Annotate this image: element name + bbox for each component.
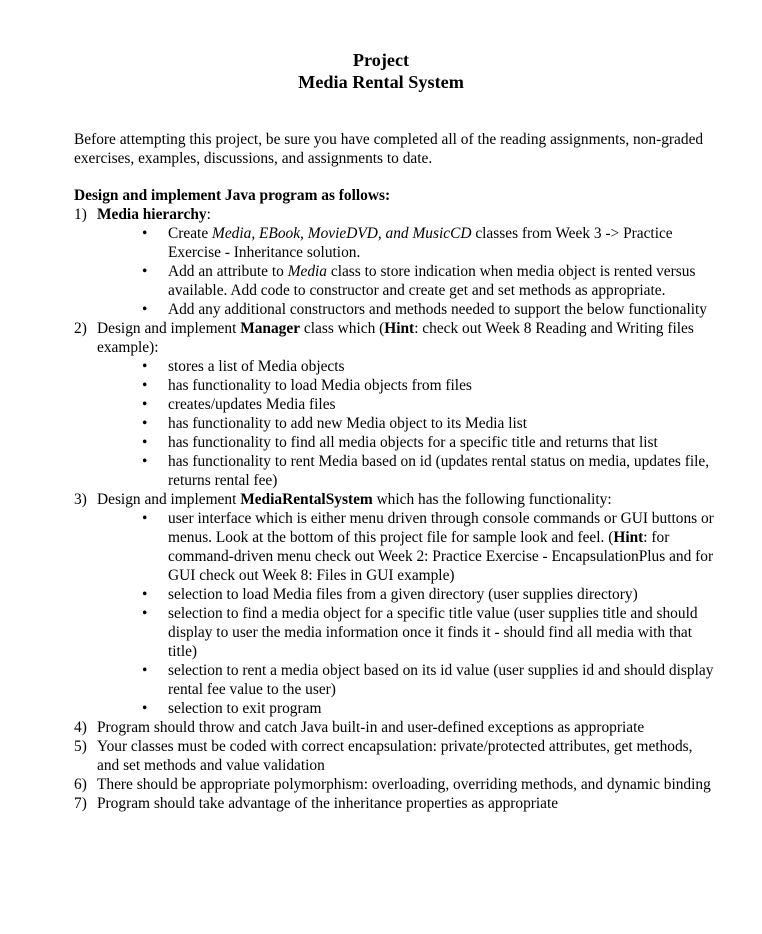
subtask-list	[97, 509, 714, 718]
subtask-item	[97, 452, 714, 490]
subtask-text: has functionality to load Media objects from files	[168, 377, 472, 394]
subtask-item	[97, 224, 714, 262]
page-title	[0, 49, 762, 93]
task-item-2	[74, 319, 714, 490]
subtask-item	[97, 433, 714, 452]
subtask-text: selection to find a media object for a specific title value (user supplies title and should display to user the media information once it finds it - should find all media with that title)	[168, 605, 698, 660]
subtask-text: user interface which is either menu driven through console commands or GUI buttons or menus. Look at the bottom of this project file for sample look and feel. (	[168, 510, 714, 546]
task-text: which has the following functionality:	[372, 491, 612, 508]
section-heading: Design and implement Java program as follows:	[74, 187, 391, 204]
bullet-icon: •	[142, 605, 148, 622]
subtask-text: Add any additional constructors and methods needed to support the below functionality	[168, 301, 707, 318]
subtask-text: classes from Week 3 -> Practice Exercise - Inheritance solution.	[168, 225, 673, 261]
task-text: Design and implement	[97, 491, 241, 508]
task-number: 1)	[74, 206, 87, 223]
subtask-text: has functionality to rent Media based on id (updates rental status on media, updates file, returns rental fee)	[168, 453, 710, 489]
task-item-1	[74, 205, 714, 319]
bullet-icon: •	[142, 453, 148, 470]
subtask-item	[97, 357, 714, 376]
hint-label: Hint	[384, 320, 415, 337]
bullet-icon: •	[142, 586, 148, 603]
subtask-item	[97, 376, 714, 395]
bullet-icon: •	[142, 263, 148, 280]
task-text: Your classes must be coded with correct encapsulation: private/protected attributes, get methods, and set methods and value validation	[97, 738, 693, 774]
bullet-icon: •	[142, 510, 148, 527]
title-line-system: Media Rental System	[298, 72, 464, 92]
subtask-item	[97, 585, 714, 604]
subtask-text: stores a list of Media objects	[168, 358, 345, 375]
subtask-text: Add an attribute to	[168, 263, 288, 280]
task-number: 3)	[74, 491, 87, 508]
bullet-icon: •	[142, 396, 148, 413]
subtask-text: selection to rent a media object based on its id value (user supplies id and should display rental fee value to the user)	[168, 662, 714, 698]
task-item-7	[74, 794, 714, 813]
task-list	[74, 205, 714, 813]
task-item-4	[74, 718, 714, 737]
subtask-text: creates/updates Media files	[168, 396, 336, 413]
intro-paragraph: Before attempting this project, be sure you have completed all of the reading assignments, non-graded exercises, examples, discussions, and assignments to date.	[74, 131, 704, 167]
bullet-icon: •	[142, 662, 148, 679]
subtask-item	[97, 604, 714, 661]
subtask-list	[97, 224, 714, 319]
subtask-text: : for command-driven menu check out Week 2: Practice Exercise - EncapsulationPlus and for GUI check out Week 8: Files in GUI example)	[168, 529, 714, 584]
task-item-5	[74, 737, 714, 775]
bullet-icon: •	[142, 415, 148, 432]
task-bold-text: Media hierarchy	[97, 206, 207, 223]
task-number: 2)	[74, 320, 87, 337]
subtask-text: has functionality to add new Media object to its Media list	[168, 415, 528, 432]
task-item-6	[74, 775, 714, 794]
subtask-item	[97, 300, 714, 319]
subtask-text: class to store indication when media object is rented versus available. Add code to constructor and create get and set methods as appropriate.	[168, 263, 696, 299]
subtask-item	[97, 509, 714, 585]
bullet-icon: •	[142, 225, 148, 242]
subtask-item	[97, 414, 714, 433]
bullet-icon: •	[142, 377, 148, 394]
hint-label: Hint	[613, 529, 644, 546]
subtask-list	[97, 357, 714, 490]
subtask-italic-text: Media, EBook, MovieDVD, and MusicCD	[212, 225, 472, 242]
task-bold-text: Manager	[240, 320, 301, 337]
task-text: :	[206, 206, 211, 223]
title-line-project: Project	[352, 50, 410, 70]
subtask-item	[97, 699, 714, 718]
task-number: 5)	[74, 738, 87, 755]
subtask-item	[97, 661, 714, 699]
subtask-item	[97, 262, 714, 300]
task-text: : check out Week 8 Reading and Writing files example):	[97, 320, 694, 356]
subtask-item	[97, 395, 714, 414]
subtask-text: Create	[168, 225, 213, 242]
task-text: Design and implement	[97, 320, 241, 337]
task-text: class which (	[300, 320, 385, 337]
subtask-text: has functionality to find all media objects for a specific title and returns that list	[168, 434, 658, 451]
bullet-icon: •	[142, 700, 148, 717]
task-text: Program should throw and catch Java built-in and user-defined exceptions as appropriate	[97, 719, 645, 736]
task-number: 6)	[74, 776, 87, 793]
bullet-icon: •	[142, 358, 148, 375]
task-text: There should be appropriate polymorphism: overloading, overriding methods, and dynamic binding	[97, 776, 711, 793]
task-number: 7)	[74, 795, 87, 812]
bullet-icon: •	[142, 434, 148, 451]
subtask-text: selection to load Media files from a given directory (user supplies directory)	[168, 586, 638, 603]
task-text: Program should take advantage of the inheritance properties as appropriate	[97, 795, 559, 812]
task-item-3	[74, 490, 714, 718]
subtask-text: selection to exit program	[168, 700, 322, 717]
bullet-icon: •	[142, 301, 148, 318]
task-number: 4)	[74, 719, 87, 736]
subtask-italic-text: Media	[287, 263, 328, 280]
task-bold-text: MediaRentalSystem	[240, 491, 373, 508]
